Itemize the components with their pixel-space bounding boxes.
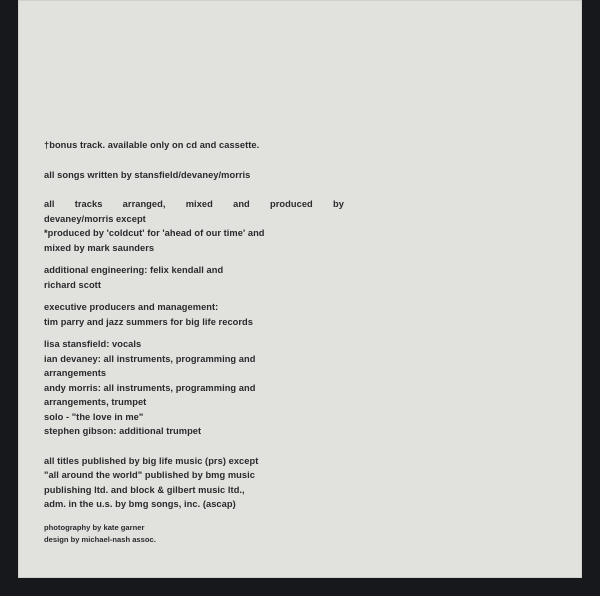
note-line: tim parry and jazz summers for big life records bbox=[44, 316, 254, 327]
note-line: adm. in the u.s. by bmg songs, inc. (ascap) bbox=[44, 499, 236, 509]
engineering-credit bbox=[44, 263, 344, 292]
musician-credits bbox=[44, 337, 344, 439]
note-line: devaney/morris except bbox=[44, 213, 146, 224]
note-line: solo - "the love in me" bbox=[44, 411, 144, 422]
note-line: andy morris: all instruments, programming and bbox=[44, 382, 256, 393]
note-line: all songs written by stansfield/devaney/morris bbox=[44, 169, 251, 180]
note-line: richard scott bbox=[44, 279, 101, 290]
management-credit bbox=[44, 300, 344, 329]
note-line: stephen gibson: additional trumpet bbox=[44, 426, 202, 436]
note-line: "all around the world" published by bmg music bbox=[44, 470, 255, 480]
note-line: †bonus track. available only on cd and cassette. bbox=[44, 140, 260, 150]
note-line: lisa stansfield: vocals bbox=[44, 339, 142, 349]
note-line: additional engineering: felix kendall and bbox=[44, 265, 224, 275]
note-line: arrangements, trumpet bbox=[44, 397, 147, 407]
photography-credit: photography by kate garner bbox=[44, 522, 145, 532]
production-credit bbox=[44, 197, 344, 255]
note-line: mixed by mark saunders bbox=[44, 242, 155, 253]
publishing-credit bbox=[44, 454, 344, 512]
songwriting-credit bbox=[44, 168, 344, 183]
note-line: arrangements bbox=[44, 368, 107, 378]
photo-design-credits bbox=[44, 522, 344, 546]
note-line: executive producers and management: bbox=[44, 302, 219, 312]
liner-notes-text bbox=[44, 138, 344, 546]
note-line: ian devaney: all instruments, programming and bbox=[44, 353, 256, 364]
design-credit: design by michael-nash assoc. bbox=[44, 534, 156, 544]
note-line: publishing ltd. and block & gilbert music ltd., bbox=[44, 484, 245, 495]
bonus-track-note bbox=[44, 138, 344, 153]
note-line: all titles published by big life music (prs) except bbox=[44, 455, 259, 466]
note-line: *produced by 'coldcut' for 'ahead of our time' and bbox=[44, 228, 265, 238]
note-line: all tracks arranged, mixed and produced by bbox=[44, 199, 344, 209]
liner-notes-page bbox=[18, 0, 582, 578]
